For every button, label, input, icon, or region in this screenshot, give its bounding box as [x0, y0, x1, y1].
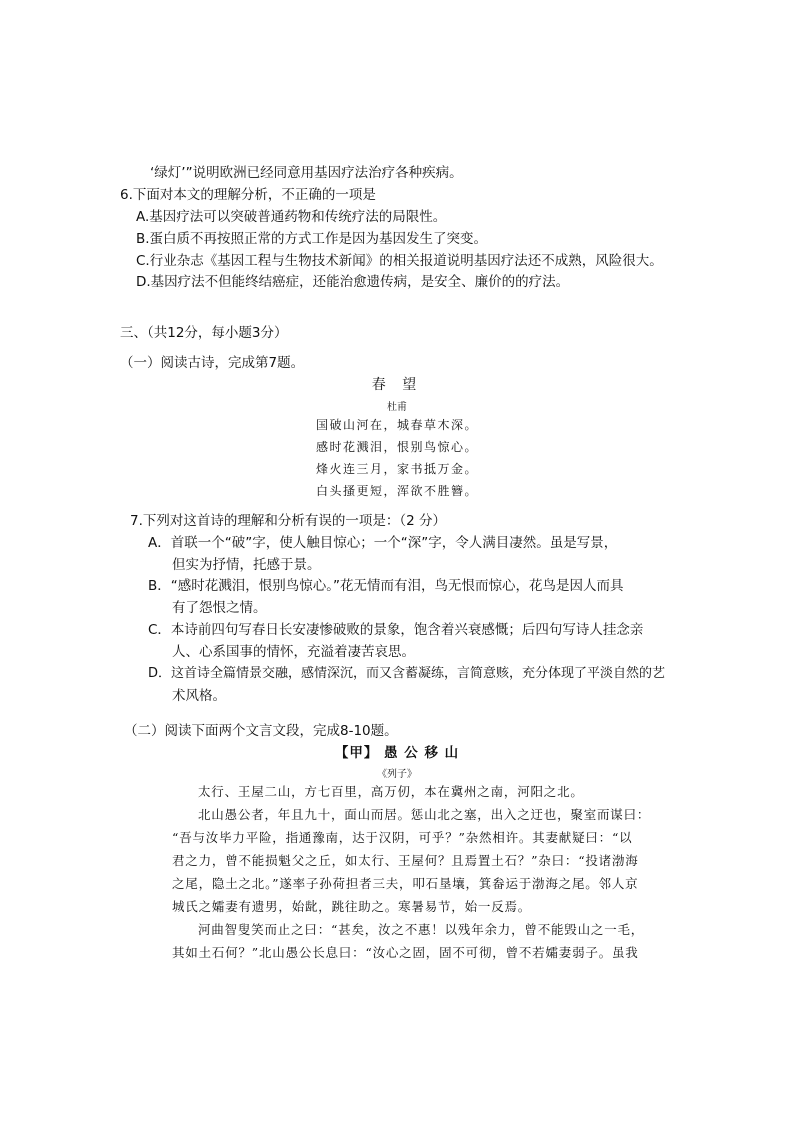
question-7-option-d: D．这首诗全篇情景交融，感情深沉，而又含蓄凝练，言简意赅，充分体现了平淡自然的艺 [148, 666, 666, 681]
poem-line: 白头搔更短，浑欲不胜簪。 [315, 484, 478, 498]
question-7-option-a-cont: 但实为抒情，托感于景。 [172, 557, 321, 573]
passage-source: 《列子》 [377, 769, 417, 780]
question-7-option-b-cont: 有了怨恨之情。 [172, 600, 267, 616]
passage-line: 城氏之孀妻有遗男，始龀，跳往助之。寒暑易节，始一反焉。 [172, 899, 532, 914]
question-7-option-c-cont: 人、心系国事的情怀，充溢着凄苦哀思。 [172, 644, 415, 660]
body-text-line: ‘绿灯’”说明欧洲已经同意用基因疗法治疗各种疾病。 [150, 165, 463, 181]
question-7-option-d-cont: 术风格。 [172, 688, 226, 704]
passage-line: 其如土石何？”北山愚公长息曰：“汝心之固，固不可彻，曾不若孀妻弱子。虽我 [172, 945, 639, 960]
passage-line: 之尾，隐土之北。”遂率子孙荷担者三夫，叩石垦壤，箕畚运于渤海之尾。邻人京 [172, 876, 639, 891]
passage-line: 太行、王屋二山，方七百里，高万仞，本在冀州之南，河阳之北。 [198, 784, 584, 799]
poem-line: 烽火连三月，家书抵万金。 [315, 462, 478, 476]
passage-title: 【甲】 愚 公 移 山 [334, 745, 460, 761]
poem-line: 感时花溅泪，恨别鸟惊心。 [315, 440, 478, 454]
part-2-header: （二）阅读下面两个文言文段，完成8-10题。 [124, 723, 398, 739]
passage-line: “吾与汝毕力平险，指通豫南，达于汉阴，可乎？”杂然相许。其妻献疑曰：“以 [172, 830, 633, 845]
question-6-option-b: B.蛋白质不再按照正常的方式工作是因为基因发生了突变。 [136, 231, 488, 247]
poem-author: 杜甫 [387, 402, 407, 413]
poem-line: 国破山河在，城春草木深。 [315, 418, 478, 432]
question-6-option-a: A.基因疗法可以突破普通药物和传统疗法的局限性。 [136, 209, 447, 225]
passage-line: 河曲智叟笑而止之曰：“甚矣，汝之不惠！以残年余力，曾不能毁山之一毛， [198, 922, 645, 937]
question-6-option-c: C.行业杂志《基因工程与生物技术新闻》的相关报道说明基因疗法还不成熟，风险很大。 [136, 253, 663, 269]
poem-title: 春 望 [371, 377, 423, 393]
passage-line: 君之力，曾不能损魁父之丘，如太行、王屋何？且焉置土石？”杂曰：“投诸渤海 [172, 853, 639, 868]
question-7-option-c: C．本诗前四句写春日长安凄惨破败的景象，饱含着兴衰感慨；后四句写诗人挂念亲 [148, 622, 644, 638]
question-6-option-d: D.基因疗法不但能终结癌症，还能治愈遗传病，是安全、廉价的的疗法。 [136, 274, 570, 290]
question-6-stem: 6.下面对本文的理解分析，不正确的一项是 [120, 187, 376, 203]
question-7-stem: 7.下列对这首诗的理解和分析有误的一项是：（2 分） [130, 513, 447, 529]
question-7-option-b: B．“感时花溅泪，恨别鸟惊心。”花无情而有泪，鸟无恨而惊心，花鸟是因人而具 [148, 578, 624, 594]
part-1-header: （一）阅读古诗，完成第7题。 [120, 355, 305, 371]
passage-line: 北山愚公者，年且九十，面山而居。惩山北之塞，出入之迂也，聚室而谋曰： [198, 807, 651, 822]
question-7-option-a: A．首联一个“破”字，使人触目惊心；一个“深”字，令人满目凄然。虽是写景， [148, 535, 618, 551]
section-3-header: 三、（共12分，每小题3分） [120, 325, 288, 341]
